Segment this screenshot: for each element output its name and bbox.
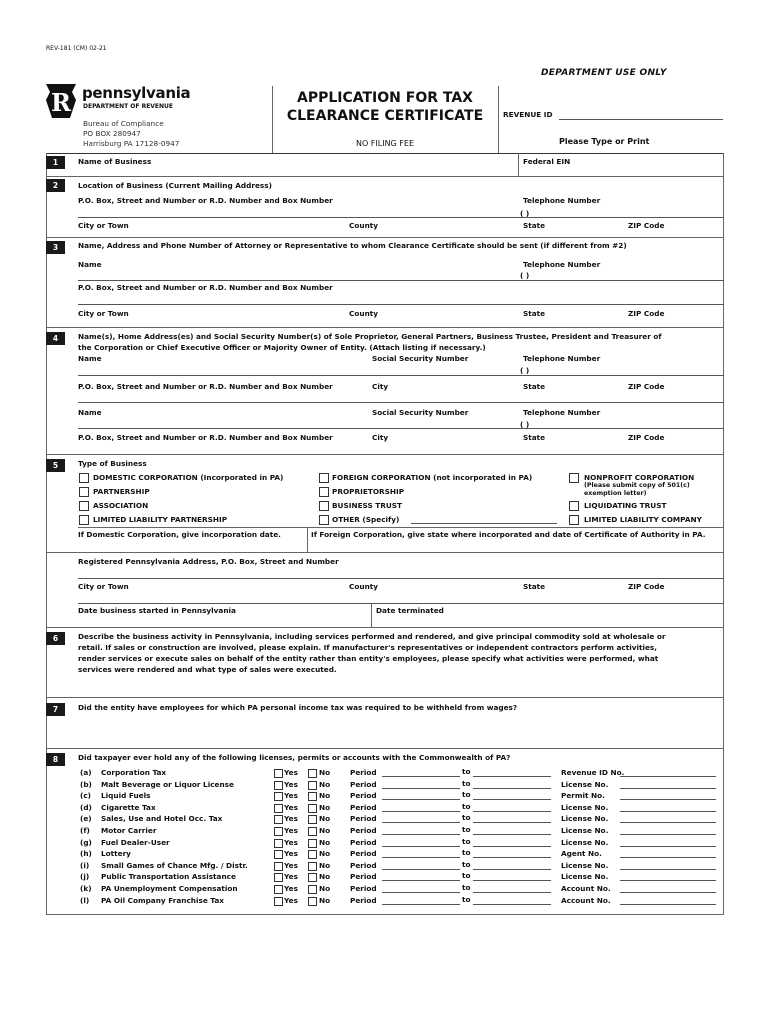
- bureau: Bureau of Compliance: [83, 119, 164, 128]
- period-to-field[interactable]: [473, 846, 551, 847]
- row-letter: (b): [80, 779, 92, 789]
- checkbox-no[interactable]: [308, 885, 317, 894]
- label-po-box-s4a: P.O. Box, Street and Number or R.D. Number and Box Number: [78, 382, 333, 391]
- phone-area-s2[interactable]: ( ): [520, 209, 530, 218]
- checkbox-llp[interactable]: [79, 515, 89, 525]
- label-period: Period: [350, 837, 377, 847]
- checkbox-yes[interactable]: [274, 885, 283, 894]
- period-from-field[interactable]: [382, 904, 460, 905]
- label-to: to: [462, 871, 471, 881]
- row-id-field[interactable]: [620, 846, 716, 847]
- checkbox-other[interactable]: [319, 515, 329, 525]
- section-7-text: Did the entity have employees for which PA personal income tax was required to be withheld from wages?: [78, 703, 518, 712]
- label-telephone-s2: Telephone Number: [523, 196, 601, 205]
- label-state-s3: State: [523, 309, 546, 318]
- row-license-name: Malt Beverage or Liquor License: [101, 779, 234, 789]
- label-to: to: [462, 883, 471, 892]
- period-from-field[interactable]: [382, 869, 460, 870]
- label-period: Period: [350, 802, 377, 812]
- label-to: to: [462, 825, 471, 834]
- form-code: REV-181 (CM) 02-21: [46, 45, 107, 52]
- label-to: to: [462, 894, 471, 904]
- period-from-field[interactable]: [382, 834, 460, 835]
- label-date-started: Date business started in Pennsylvania: [78, 606, 236, 615]
- form-title-line2: CLEARANCE CERTIFICATE: [286, 108, 484, 124]
- row-letter: (c): [80, 791, 91, 801]
- label-to: to: [462, 778, 471, 788]
- checkbox-yes[interactable]: [274, 850, 283, 859]
- label-county-s3: County: [349, 309, 379, 318]
- checkbox-association[interactable]: [79, 501, 89, 511]
- section-2-number: 2: [46, 179, 65, 192]
- phone-area-s4b[interactable]: ( ): [520, 420, 530, 429]
- label-to: to: [462, 790, 471, 800]
- label-period: Period: [350, 860, 377, 870]
- checkbox-yes[interactable]: [274, 873, 283, 882]
- label-telephone-s3: Telephone Number: [523, 260, 601, 269]
- keystone-logo-icon: [44, 82, 78, 120]
- period-to-field[interactable]: [473, 892, 551, 893]
- checkbox-yes[interactable]: [274, 827, 283, 836]
- checkbox-yes[interactable]: [274, 781, 283, 790]
- period-to-field[interactable]: [473, 776, 551, 777]
- checkbox-business-trust[interactable]: [319, 501, 329, 511]
- row-id-label: License No.: [561, 814, 609, 824]
- label-no: No: [319, 895, 331, 905]
- label-state-s2: State: [523, 221, 546, 230]
- label-yes: Yes: [284, 802, 298, 812]
- label-to: to: [462, 813, 471, 823]
- row-id-label: License No.: [561, 779, 609, 789]
- row-letter: (i): [80, 860, 90, 870]
- section-8-number: 8: [46, 753, 65, 766]
- row-license-name: PA Unemployment Compensation: [101, 884, 238, 893]
- row-letter: (j): [80, 872, 90, 882]
- label-po-box-s2: P.O. Box, Street and Number or R.D. Number and Box Number: [78, 196, 333, 205]
- label-to: to: [462, 848, 471, 858]
- label-yes: Yes: [284, 826, 298, 835]
- row-id-field[interactable]: [620, 811, 716, 812]
- label-po-box-s3: P.O. Box, Street and Number or R.D. Number and Box Number: [78, 283, 333, 292]
- section-6-line3: render services or execute sales on behalf of the entity rather than entity's employees, please specify what activities were performed, what: [78, 654, 659, 663]
- checkbox-nonprofit[interactable]: [569, 473, 579, 483]
- label-business-trust: BUSINESS TRUST: [332, 501, 403, 510]
- label-yes: Yes: [284, 872, 298, 882]
- city-zip: Harrisburg PA 17128-0947: [83, 139, 180, 148]
- checkbox-no[interactable]: [308, 815, 317, 824]
- label-telephone-s4b: Telephone Number: [523, 408, 601, 417]
- label-location: Location of Business (Current Mailing Address): [78, 181, 272, 190]
- label-po-box-s4b: P.O. Box, Street and Number or R.D. Number and Box Number: [78, 433, 333, 442]
- label-city-s2: City or Town: [78, 221, 129, 230]
- row-id-field[interactable]: [620, 776, 716, 777]
- label-yes: Yes: [284, 791, 298, 801]
- label-period: Period: [350, 779, 377, 789]
- checkbox-proprietorship[interactable]: [319, 487, 329, 497]
- checkbox-yes[interactable]: [274, 862, 283, 871]
- label-no: No: [319, 826, 331, 835]
- period-to-field[interactable]: [473, 788, 551, 789]
- label-zip-s4a: ZIP Code: [628, 382, 665, 391]
- label-telephone-s4a: Telephone Number: [523, 354, 601, 363]
- row-letter: (l): [80, 895, 90, 905]
- label-name-s4b: Name: [78, 408, 102, 417]
- checkbox-no[interactable]: [308, 792, 317, 801]
- label-yes: Yes: [284, 837, 298, 847]
- label-partnership: PARTNERSHIP: [93, 487, 150, 496]
- row-id-label: Account No.: [561, 895, 611, 905]
- label-foreign-info: If Foreign Corporation, give state where incorporated and date of Certificate of Authority in PA.: [311, 530, 706, 539]
- label-to: to: [462, 767, 471, 776]
- label-county-s2: County: [349, 221, 379, 230]
- period-to-field[interactable]: [473, 811, 551, 812]
- section-6-line1: Describe the business activity in Pennsylvania, including services performed and rendered, and give principal commodity sold at wholesale or: [78, 632, 666, 641]
- period-from-field[interactable]: [382, 846, 460, 847]
- label-yes: Yes: [284, 768, 298, 777]
- svg-text:R: R: [51, 88, 71, 117]
- period-to-field[interactable]: [473, 904, 551, 905]
- label-domestic-date: If Domestic Corporation, give incorporation date.: [78, 530, 281, 539]
- label-yes: Yes: [284, 895, 298, 905]
- label-state-s5: State: [523, 582, 546, 591]
- checkbox-foreign-corporation[interactable]: [319, 473, 329, 483]
- section-5-number: 5: [46, 459, 65, 472]
- label-no: No: [319, 779, 331, 789]
- label-no: No: [319, 860, 331, 870]
- label-state-s4b: State: [523, 433, 546, 442]
- label-yes: Yes: [284, 779, 298, 789]
- label-no: No: [319, 884, 331, 893]
- label-foreign-corporation: FOREIGN CORPORATION (not incorporated in PA): [332, 473, 533, 482]
- label-yes: Yes: [284, 849, 298, 859]
- revenue-id-label: REVENUE ID: [503, 110, 553, 119]
- row-id-label: Account No.: [561, 884, 611, 893]
- row-id-label: License No.: [561, 826, 609, 835]
- row-id-field[interactable]: [620, 869, 716, 870]
- label-proprietorship: PROPRIETORSHIP: [332, 487, 405, 496]
- section-6-number: 6: [46, 632, 65, 645]
- agency-name: pennsylvania: [82, 84, 191, 102]
- period-from-field[interactable]: [382, 811, 460, 812]
- label-city-s4a: City: [372, 382, 389, 391]
- phone-area-s4a[interactable]: ( ): [520, 366, 530, 375]
- label-city-s4b: City: [372, 433, 389, 442]
- checkbox-no[interactable]: [308, 897, 317, 906]
- period-to-field[interactable]: [473, 822, 551, 823]
- label-period: Period: [350, 849, 377, 859]
- section-1-number: 1: [46, 156, 65, 169]
- checkbox-yes[interactable]: [274, 804, 283, 813]
- row-license-name: PA Oil Company Franchise Tax: [101, 895, 224, 905]
- other-specify-field[interactable]: [411, 523, 557, 524]
- form-title-line1: APPLICATION FOR TAX: [297, 90, 473, 106]
- row-letter: (d): [80, 802, 92, 812]
- label-name-s3: Name: [78, 260, 102, 269]
- row-id-label: Permit No.: [561, 791, 605, 801]
- filing-fee: NO FILING FEE: [355, 139, 415, 148]
- checkbox-yes[interactable]: [274, 792, 283, 801]
- section-4-number: 4: [46, 332, 65, 345]
- label-federal-ein: Federal EIN: [523, 157, 571, 166]
- period-from-field[interactable]: [382, 880, 460, 881]
- label-period: Period: [350, 884, 377, 893]
- label-period: Period: [350, 895, 377, 905]
- checkbox-yes[interactable]: [274, 897, 283, 906]
- label-yes: Yes: [284, 884, 298, 893]
- period-to-field[interactable]: [473, 834, 551, 835]
- nonprofit-note-1: (Please submit copy of 501(c): [584, 482, 690, 489]
- checkbox-yes[interactable]: [274, 815, 283, 824]
- row-id-field[interactable]: [620, 822, 716, 823]
- label-period: Period: [350, 872, 377, 882]
- label-zip-s4b: ZIP Code: [628, 433, 665, 442]
- nonprofit-note-2: exemption letter): [584, 490, 647, 497]
- row-letter: (k): [80, 884, 92, 893]
- section-6-line4: services were rendered and what type of sales were executed.: [78, 665, 337, 674]
- label-to: to: [462, 801, 471, 811]
- checkbox-no[interactable]: [308, 839, 317, 848]
- label-zip-s2: ZIP Code: [628, 221, 665, 230]
- label-zip-s5: ZIP Code: [628, 582, 665, 591]
- phone-area-s3[interactable]: ( ): [520, 271, 530, 280]
- row-id-field[interactable]: [620, 904, 716, 905]
- row-id-field[interactable]: [620, 788, 716, 789]
- label-period: Period: [350, 826, 377, 835]
- period-from-field[interactable]: [382, 788, 460, 789]
- row-license-name: Lottery: [101, 849, 131, 859]
- row-license-name: Small Games of Chance Mfg. / Distr.: [101, 860, 248, 870]
- label-no: No: [319, 791, 331, 801]
- label-registered-address: Registered Pennsylvania Address, P.O. Box, Street and Number: [78, 557, 339, 566]
- row-id-field[interactable]: [620, 857, 716, 858]
- revenue-id-field[interactable]: [559, 119, 723, 120]
- checkbox-no[interactable]: [308, 873, 317, 882]
- row-letter: (a): [80, 768, 92, 777]
- checkbox-yes[interactable]: [274, 769, 283, 778]
- checkbox-no[interactable]: [308, 827, 317, 836]
- label-domestic-corporation: DOMESTIC CORPORATION (Incorporated in PA): [93, 473, 284, 482]
- section-3-text: Name, Address and Phone Number of Attorney or Representative to whom Clearance Certificate should be sent (if different from #2): [78, 241, 627, 250]
- checkbox-llc[interactable]: [569, 515, 579, 525]
- row-license-name: Motor Carrier: [101, 826, 157, 835]
- row-license-name: Liquid Fuels: [101, 791, 151, 801]
- section-4-text-line1: Name(s), Home Address(es) and Social Security Number(s) of Sole Proprietor, General Partners, Business Trustee, President and Treasurer of: [78, 332, 662, 341]
- checkbox-liquidating-trust[interactable]: [569, 501, 579, 511]
- label-liquidating-trust: LIQUIDATING TRUST: [584, 501, 667, 510]
- label-yes: Yes: [284, 860, 298, 870]
- label-no: No: [319, 768, 331, 777]
- row-license-name: Fuel Dealer-User: [101, 837, 170, 847]
- row-id-field[interactable]: [620, 799, 716, 800]
- checkbox-domestic-corporation[interactable]: [79, 473, 89, 483]
- label-no: No: [319, 837, 331, 847]
- row-id-field[interactable]: [620, 834, 716, 835]
- section-3-number: 3: [46, 241, 65, 254]
- label-nonprofit: NONPROFIT CORPORATION: [584, 473, 695, 482]
- label-name-of-business: Name of Business: [78, 157, 152, 166]
- label-no: No: [319, 872, 331, 882]
- period-from-field[interactable]: [382, 822, 460, 823]
- row-letter: (f): [80, 826, 90, 835]
- period-to-field[interactable]: [473, 869, 551, 870]
- section-8-question: Did taxpayer ever hold any of the following licenses, permits or accounts with the Commonwealth of PA?: [78, 753, 511, 762]
- row-id-field[interactable]: [620, 892, 716, 893]
- label-llc: LIMITED LIABILITY COMPANY: [584, 515, 702, 524]
- row-letter: (e): [80, 814, 92, 824]
- label-name-s4a: Name: [78, 354, 102, 363]
- row-id-label: Agent No.: [561, 849, 602, 859]
- section-6-line2: retail. If sales or construction are involved, please explain. If manufacturer's representatives or independent contractors perform activities,: [78, 643, 658, 652]
- period-from-field[interactable]: [382, 799, 460, 800]
- section-7-number: 7: [46, 703, 65, 716]
- checkbox-no[interactable]: [308, 781, 317, 790]
- period-to-field[interactable]: [473, 857, 551, 858]
- label-ssn-s4a: Social Security Number: [372, 354, 469, 363]
- checkbox-yes[interactable]: [274, 839, 283, 848]
- department-use-label: DEPARTMENT USE ONLY: [541, 68, 667, 78]
- section-4-text-line2: the Corporation or Chief Executive Officer or Majority Owner of Entity. (Attach listing if necessary.): [78, 343, 486, 352]
- row-id-label: License No.: [561, 860, 609, 870]
- label-llp: LIMITED LIABILITY PARTNERSHIP: [93, 515, 228, 524]
- label-period: Period: [350, 768, 377, 777]
- row-license-name: Sales, Use and Hotel Occ. Tax: [101, 814, 223, 824]
- row-license-name: Public Transportation Assistance: [101, 872, 236, 882]
- checkbox-no[interactable]: [308, 769, 317, 778]
- period-from-field[interactable]: [382, 857, 460, 858]
- checkbox-no[interactable]: [308, 804, 317, 813]
- checkbox-partnership[interactable]: [79, 487, 89, 497]
- type-print-note: Please Type or Print: [559, 137, 650, 146]
- period-from-field[interactable]: [382, 776, 460, 777]
- label-county-s5: County: [349, 582, 379, 591]
- label-no: No: [319, 814, 331, 824]
- po-box: PO BOX 280947: [83, 129, 141, 138]
- label-period: Period: [350, 791, 377, 801]
- row-letter: (g): [80, 837, 92, 847]
- label-period: Period: [350, 814, 377, 824]
- row-id-label: License No.: [561, 872, 609, 882]
- row-letter: (h): [80, 849, 92, 859]
- label-state-s4a: State: [523, 382, 546, 391]
- row-license-name: Corporation Tax: [101, 768, 167, 777]
- label-to: to: [462, 859, 471, 869]
- label-yes: Yes: [284, 814, 298, 824]
- label-city-s5: City or Town: [78, 582, 129, 591]
- label-no: No: [319, 802, 331, 812]
- row-id-label: Revenue ID No.: [561, 768, 625, 777]
- label-city-s3: City or Town: [78, 309, 129, 318]
- period-to-field[interactable]: [473, 799, 551, 800]
- type-of-business-label: Type of Business: [78, 459, 147, 468]
- row-license-name: Cigarette Tax: [101, 802, 156, 812]
- period-to-field[interactable]: [473, 880, 551, 881]
- row-id-field[interactable]: [620, 880, 716, 881]
- checkbox-no[interactable]: [308, 850, 317, 859]
- period-from-field[interactable]: [382, 892, 460, 893]
- row-id-label: License No.: [561, 802, 609, 812]
- label-other: OTHER (Specify): [332, 515, 400, 524]
- label-ssn-s4b: Social Security Number: [372, 408, 469, 417]
- row-id-label: License No.: [561, 837, 609, 847]
- label-zip-s3: ZIP Code: [628, 309, 665, 318]
- label-date-terminated: Date terminated: [376, 606, 444, 615]
- label-association: ASSOCIATION: [93, 501, 149, 510]
- agency-dept: DEPARTMENT OF REVENUE: [83, 103, 174, 110]
- label-to: to: [462, 836, 471, 846]
- label-no: No: [319, 849, 331, 859]
- checkbox-no[interactable]: [308, 862, 317, 871]
